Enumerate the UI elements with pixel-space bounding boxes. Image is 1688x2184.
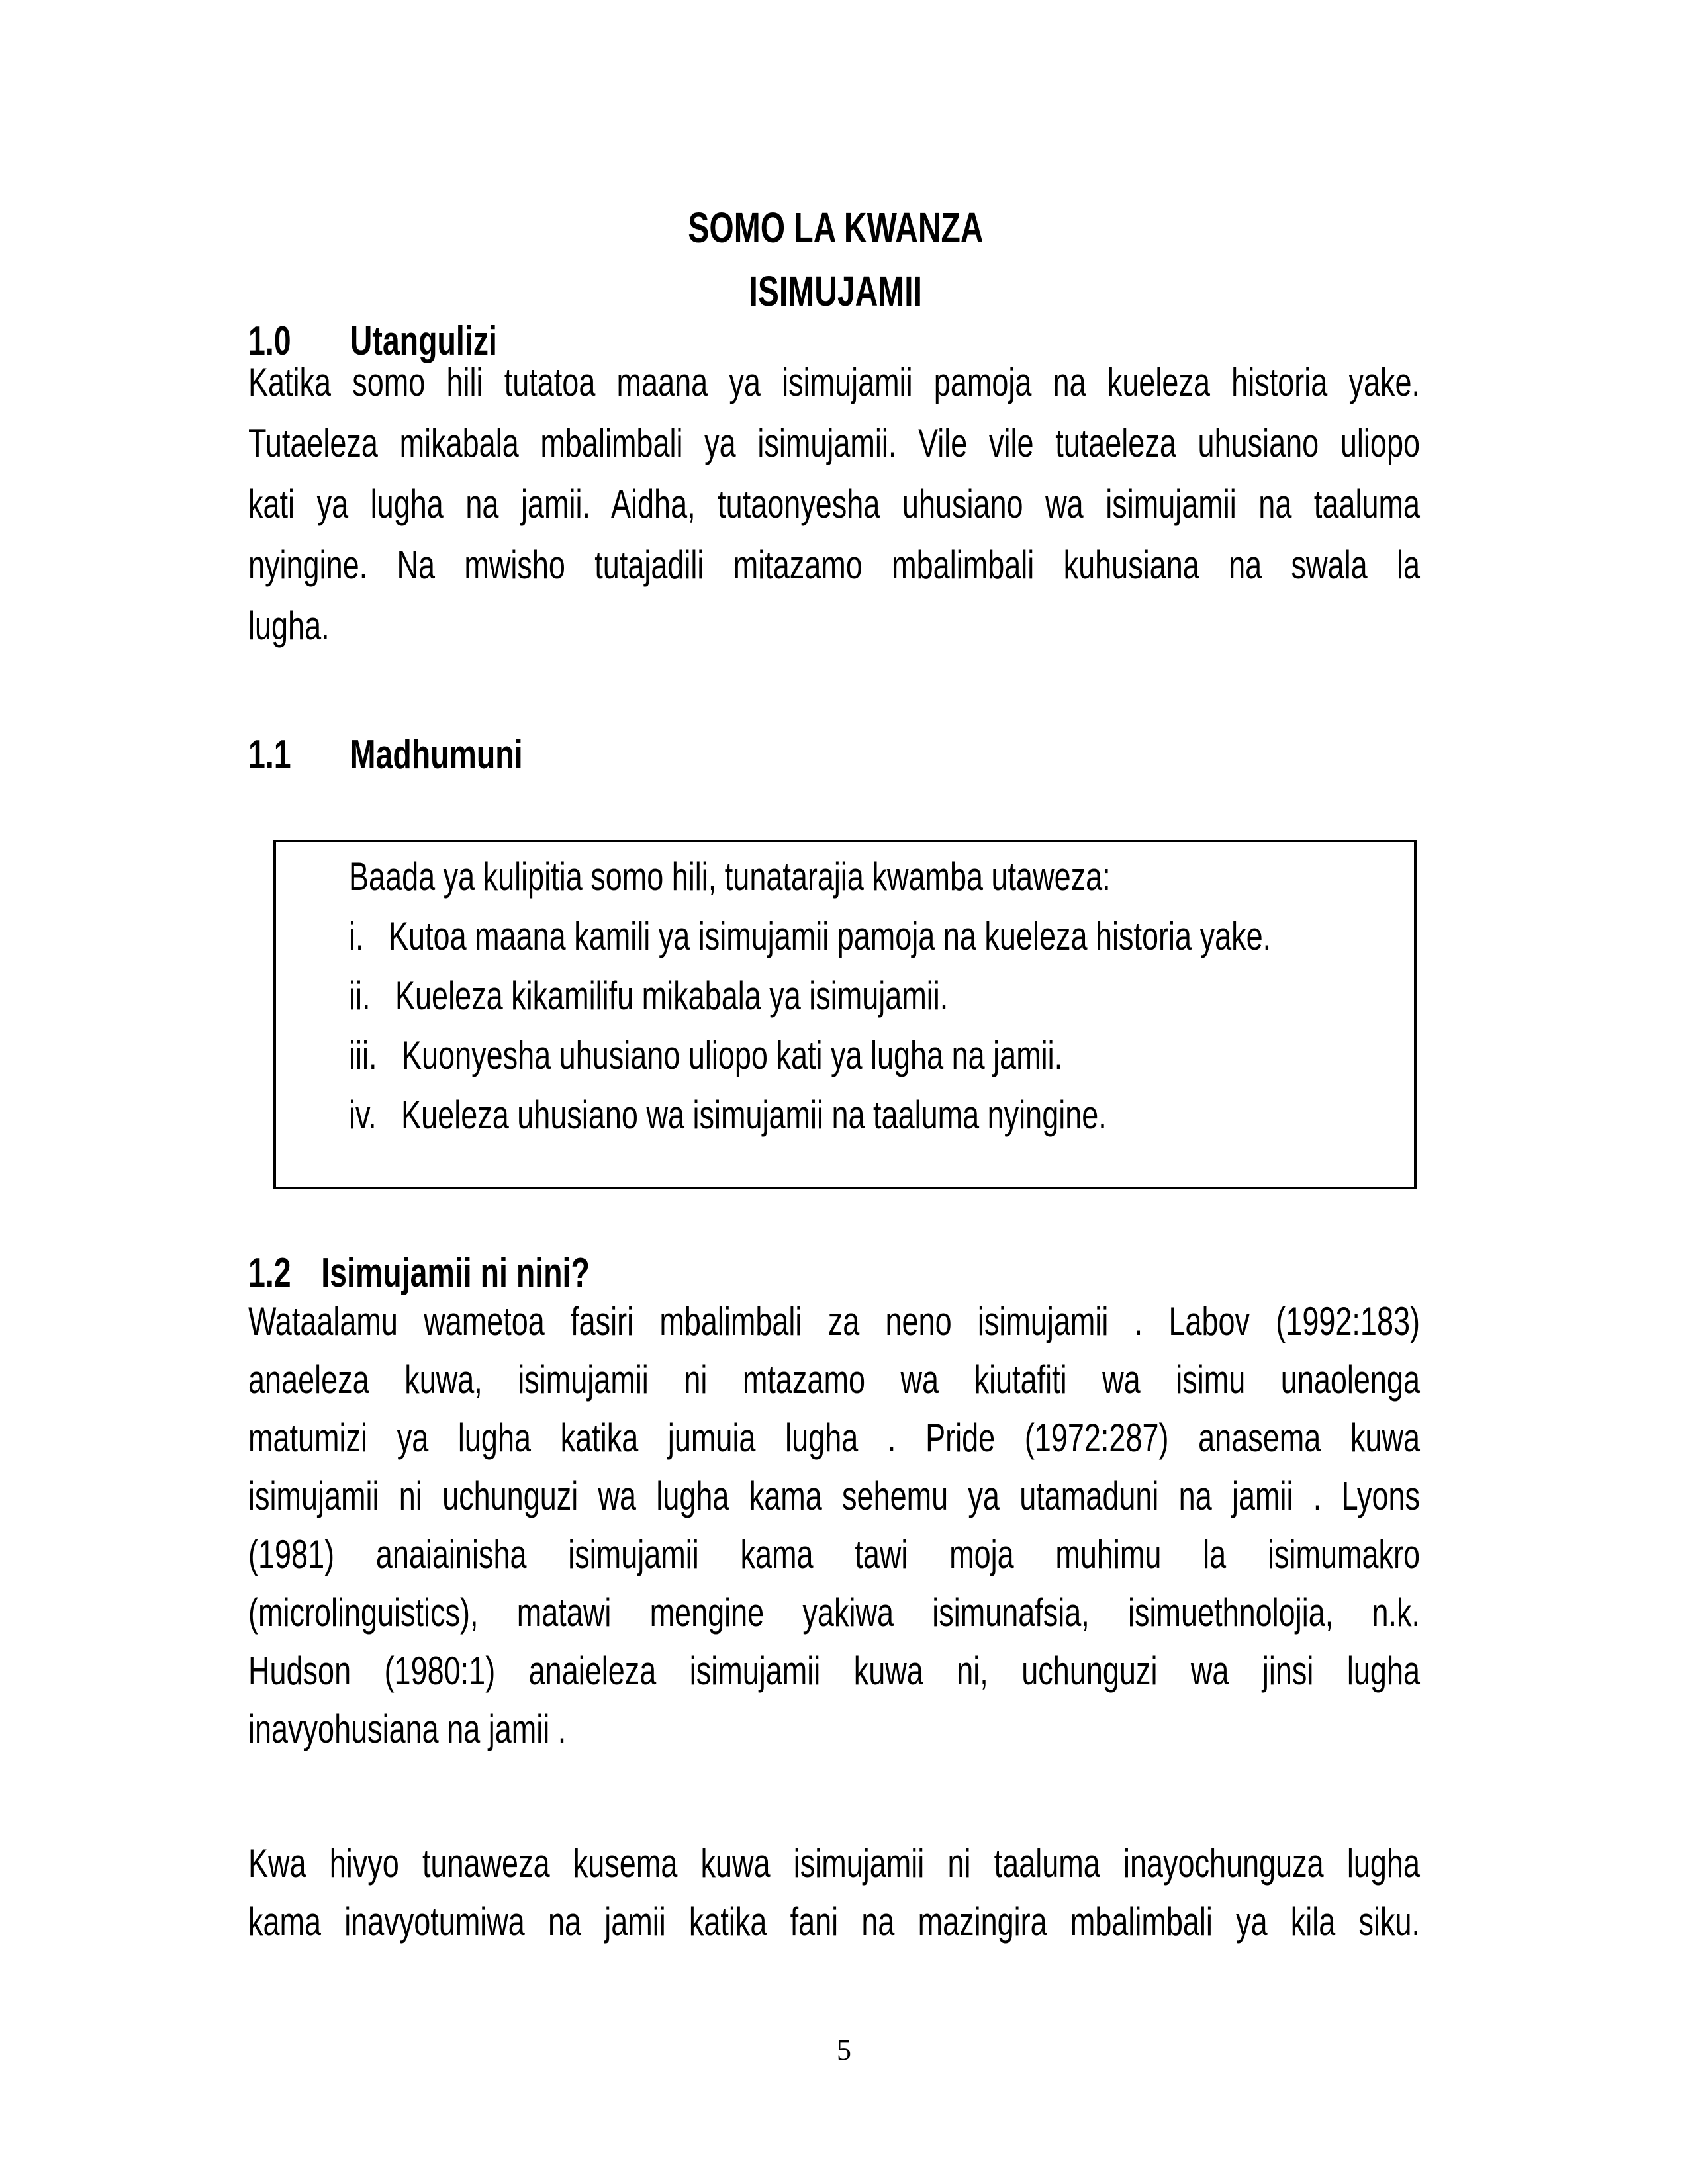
section-number-1-1: 1.1 bbox=[248, 732, 291, 778]
paragraph-line: Wataalamu wametoa fasiri mbalimbali za neno isimujamii . Labov (1992:183) bbox=[248, 1299, 1420, 1343]
section-heading-1-1 bbox=[248, 725, 614, 796]
page-number: 5 bbox=[837, 2034, 851, 2066]
item-text: Kutoa maana kamili ya isimujamii pamoja na kueleza historia yake. bbox=[389, 914, 1272, 958]
chapter-title: SOMO LA KWANZA bbox=[687, 204, 984, 251]
item-text: Kueleza uhusiano wa isimujamii na taaluma nyingine. bbox=[401, 1093, 1107, 1137]
section-title-1-2: Isimujamii ni nini? bbox=[321, 1250, 590, 1296]
objective-item bbox=[349, 966, 1414, 1026]
objective-item bbox=[349, 907, 1414, 966]
paragraph-line: inavyohusiana na jamii . bbox=[248, 1707, 567, 1751]
paragraph-line: lugha. bbox=[248, 604, 330, 648]
subject-title: ISIMUJAMII bbox=[749, 267, 922, 315]
paragraph-line: (1981) anaiainisha isimujamii kama tawi moja muhimu la isimumakro bbox=[248, 1532, 1420, 1576]
section-title-1-1: Madhumuni bbox=[350, 732, 523, 778]
section-number-1-2: 1.2 bbox=[248, 1250, 291, 1296]
paragraph-line: Katika somo hili tutatoa maana ya isimujamii pamoja na kueleza historia yake. bbox=[248, 360, 1420, 404]
item-marker: iii. bbox=[349, 1033, 377, 1077]
objectives-box bbox=[273, 840, 1417, 1189]
paragraph-line: kama inavyotumiwa na jamii katika fani na mazingira mbalimbali ya kila siku. bbox=[248, 1899, 1420, 1944]
paragraph-line: Tutaeleza mikabala mbalimbali ya isimujamii. Vile vile tutaeleza uhusiano uliopo bbox=[248, 421, 1420, 465]
paragraph-line: nyingine. Na mwisho tutajadili mitazamo mbalimbali kuhusiana na swala la bbox=[248, 543, 1420, 587]
paragraph-line: kati ya lugha na jamii. Aidha, tutaonyesha uhusiano wa isimujamii na taaluma bbox=[248, 482, 1420, 526]
section-title-1-0: Utangulizi bbox=[350, 318, 497, 364]
objective-item bbox=[349, 1026, 1414, 1085]
definitions-paragraph bbox=[248, 1293, 1688, 1758]
section-number-1-0: 1.0 bbox=[248, 318, 291, 364]
item-text: Kuonyesha uhusiano uliopo kati ya lugha na jamii. bbox=[402, 1033, 1063, 1077]
objectives-intro: Baada ya kulipitia somo hili, tunatarajia kwamba utaweza: bbox=[349, 854, 1111, 899]
paragraph-line: Hudson (1980:1) anaieleza isimujamii kuwa ni, uchunguzi wa jinsi lugha bbox=[248, 1649, 1420, 1693]
paragraph-line: isimujamii ni uchunguzi wa lugha kama sehemu ya utamaduni na jamii . Lyons bbox=[248, 1474, 1420, 1518]
title-block bbox=[250, 196, 1421, 323]
item-marker: iv. bbox=[349, 1093, 377, 1137]
utangulizi-paragraph bbox=[248, 352, 1688, 657]
item-marker: ii. bbox=[349, 974, 371, 1018]
paragraph-line: Kwa hivyo tunaweza kusema kuwa isimujamii ni taaluma inayochunguza lugha bbox=[248, 1841, 1420, 1886]
item-marker: i. bbox=[349, 914, 364, 958]
closing-paragraph bbox=[248, 1835, 1688, 1951]
paragraph-line: anaeleza kuwa, isimujamii ni mtazamo wa kiutafiti wa isimu unaolenga bbox=[248, 1357, 1420, 1402]
objective-item bbox=[349, 1085, 1414, 1145]
paragraph-line: matumizi ya lugha katika jumuia lugha . Pride (1972:287) anasema kuwa bbox=[248, 1416, 1420, 1460]
item-text: Kueleza kikamilifu mikabala ya isimujamii. bbox=[395, 974, 949, 1018]
paragraph-line: (microlinguistics), matawi mengine yakiwa isimunafsia, isimuethnolojia, n.k. bbox=[248, 1590, 1420, 1635]
